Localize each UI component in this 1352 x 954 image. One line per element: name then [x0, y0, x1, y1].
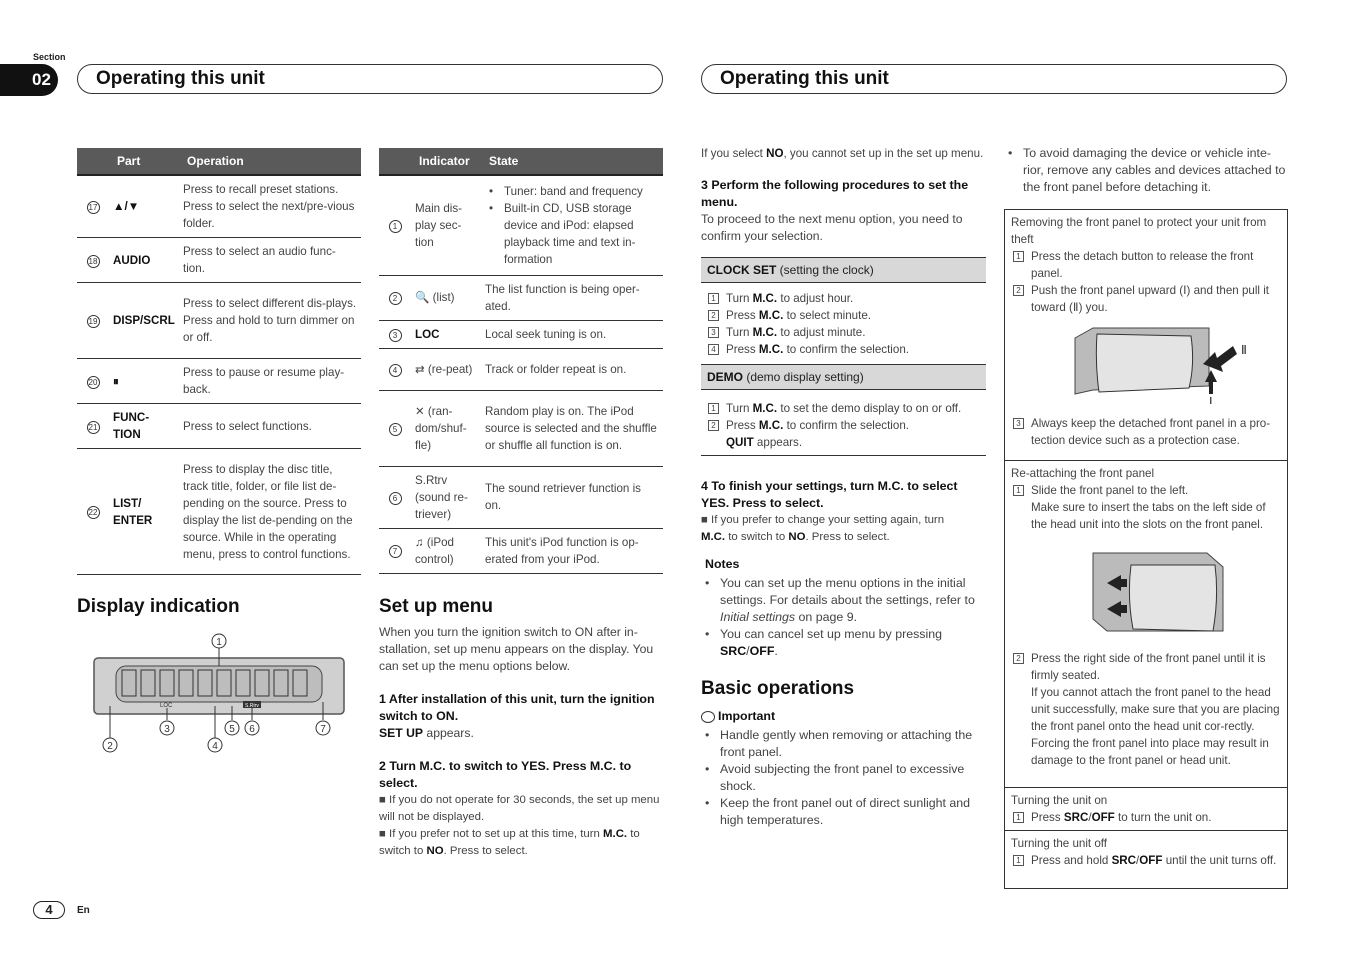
text: You can cancel set up menu by pressing: [720, 627, 943, 641]
label-I: Ⅰ: [1209, 395, 1213, 404]
table-row: [379, 528, 663, 573]
state-text: The sound retriever function is on.: [481, 466, 663, 528]
row-number: 2: [389, 292, 402, 305]
row-number: 3: [389, 329, 402, 342]
section-label: Section: [33, 52, 66, 62]
turn-on-section: Turning the unit on 1 Press SRC/OFF to turn the unit on.: [1005, 788, 1287, 831]
indicator-name: LOC: [411, 320, 481, 348]
text: to confirm the selection.: [783, 343, 910, 356]
text: to set the demo display to on or off.: [777, 402, 962, 415]
step-3-body: To proceed to the next menu option, you need to confirm your selection.: [701, 212, 963, 243]
table-row: [77, 404, 361, 449]
col-header-num: [77, 148, 109, 175]
state-text: The list function is being oper-ated.: [481, 275, 663, 320]
clock-set-bar: [701, 257, 986, 283]
no-label: NO: [426, 845, 444, 857]
operation-text: Press to pause or resume play-back.: [179, 359, 361, 404]
state-bullet: • Built-in CD, USB storage device and iPod: elapsed playback time and text in-formation: [485, 200, 659, 268]
col-header-operation: Operation: [179, 148, 361, 175]
state-bullet: • Tuner: band and frequency: [485, 183, 659, 200]
text: to adjust minute.: [777, 326, 866, 339]
setup-title: Set up menu: [379, 596, 494, 617]
text: /: [746, 644, 750, 658]
setup-step2-bullet2: If you prefer not to set up at this time, turn: [389, 828, 604, 840]
text: Turn: [726, 326, 753, 339]
clock-steps: 1 Turn M.C. to adjust hour. 2 Press M.C. to select minute. 3 Turn M.C. to adjust minute. 4 Press M.C. to confirm the selection.: [701, 283, 986, 365]
text: Press: [726, 343, 759, 356]
text: to select minute.: [783, 309, 871, 322]
callout-7: 7: [320, 724, 326, 735]
indicator-name: ✕ (ran-dom/shuf-fle): [411, 390, 481, 466]
part-name: DISP/SCRL: [109, 283, 179, 359]
row-number: 4: [389, 364, 402, 377]
text: Make sure to insert the tabs on the left side of the head unit into the slots on the front panel.: [1031, 501, 1266, 531]
reattach-illustration: [1087, 543, 1281, 642]
operation-text: Press to recall preset stations. Press to select the next/pre-vious folder.: [179, 175, 361, 238]
text: Press: [1031, 811, 1064, 824]
text: (demo display setting): [743, 370, 864, 384]
setup-step-1: 1 After installation of this unit, turn the ignition switch to ON.: [379, 692, 655, 723]
col-header-part: Part: [109, 148, 179, 175]
demo-bar: [701, 365, 986, 390]
step-3: 3 Perform the following procedures to set the menu.: [701, 178, 969, 209]
table-row: [77, 175, 361, 238]
text: Turn: [726, 402, 753, 415]
indicator-name: ⇄ (re-peat): [411, 348, 481, 390]
text: Turn: [726, 292, 753, 305]
column-3: If you select NO, you cannot set up in the set up menu. 3 Perform the following procedures to set the menu. To proceed to the next menu option, you need to confirm your selection. CLOCK SET (setting the clock) 1 Turn M.C. to adjust hour. 2 Press M.C. to select minute. 3 Turn M.C. to adjust minute. 4 Press M.C. to confirm the selection. DEMO (demo display setting) 1 Turn M.C. to set the demo display to on or off. 2 Press M.C. to confirm the selection. QUIT appears. 4 To finish your settings, turn M.C. to select YES. Press to select. ■ If you prefer to change your setting again, turn M.C. to switch to NO. Press to select. Notes • You can set up the menu options in the initial settings. For details about the settings, refer to Initial settings on page 9. • You can cancel set up menu by pressing SRC/OFF. Basic operations Important • Handle gently when removing or attaching the front panel. • Avoid subjecting the front panel to excessive shock. • Keep the front panel out of direct sunlight and high temperatures.: [701, 145, 986, 829]
right-header: Operating this unit: [701, 64, 1287, 94]
mc-label: M.C.: [752, 402, 778, 415]
text: . Press to select.: [443, 845, 528, 857]
reattach-section: Re-attaching the front panel 1 Slide the front panel to the left. Make sure to insert the tabs on the left side of the head unit into the slots on the front panel. 2 Press the right side of the front panel until it is firmly seated. If you cannot attach the front panel to the head unit successfully, make sure that you are placing the front panel onto the head unit cor-rectly. Forcing the front panel into place may result in damage to the front panel or head unit.: [1005, 461, 1287, 788]
part-name: ⏸: [109, 359, 179, 404]
display-diagram: [90, 630, 350, 756]
indicator-name: S.Rtrv (sound re-triever): [411, 466, 481, 528]
off-label: OFF: [1139, 854, 1163, 867]
basic-operations-title: Basic operations: [701, 678, 855, 699]
callout-2: 2: [107, 741, 113, 752]
front-panel-box: [1004, 209, 1288, 889]
src-label: SRC: [1063, 811, 1089, 824]
part-name: LIST/ ENTER: [109, 449, 179, 575]
text: to turn the unit on.: [1114, 811, 1212, 824]
row-number: 7: [389, 545, 402, 558]
table-row: [379, 390, 663, 466]
col-header-num: [379, 148, 411, 175]
mc-label: M.C.: [758, 309, 784, 322]
section-number: 02: [0, 64, 58, 96]
text: Slide the front panel to the left.: [1031, 484, 1189, 497]
step4-bullet: If you prefer to change your setting again, turn: [711, 514, 945, 526]
operation-text: Press to display the disc title, track title, folder, or file list de-pending on the source. Press to display the list de-pending on the source. While in the operating menu, press to control functions.: [179, 449, 361, 575]
col-header-indicator: Indicator: [411, 148, 481, 175]
state-text: Random play is on. The iPod source is selected and the shuffle or shuffle all function is on.: [481, 390, 663, 466]
text: (setting the clock): [776, 263, 874, 277]
row-number: 5: [389, 423, 402, 436]
remove-section: Removing the front panel to protect your unit from theft 1 Press the detach button to release the front panel. 2 Push the front panel upward (Ⅰ) and then pull it toward (Ⅱ) you. Ⅱ Ⅰ 3 Always keep the detached front panel in a pro-tection device such as a protection case.: [1005, 210, 1287, 461]
text: /: [1088, 811, 1092, 824]
table-row: [379, 175, 663, 275]
callout-6: 6: [249, 724, 255, 735]
text: on page 9.: [795, 610, 858, 624]
page-number: 4: [33, 901, 65, 919]
note-item: [701, 626, 986, 660]
turn-off-section: Turning the unit off 1 Press and hold SRC/OFF until the unit turns off.: [1005, 831, 1287, 873]
language-label: En: [77, 905, 90, 916]
text: If you cannot attach the front panel to the head unit successfully, make sure that you are placing the front panel onto the head unit cor-rectly. Forcing the front panel into place may result in damage to the front panel or head unit.: [1031, 686, 1280, 767]
table-row: [379, 466, 663, 528]
indicator-name: Main dis-play sec-tion: [411, 175, 481, 275]
text: . Press to select.: [805, 531, 890, 543]
mc-label: M.C.: [701, 531, 726, 543]
row-number: 6: [389, 492, 402, 505]
no-label: NO: [788, 531, 806, 543]
state-text: Track or folder repeat is on.: [481, 348, 663, 390]
notes-title: Notes: [705, 557, 740, 571]
quit-label: QUIT: [726, 436, 754, 449]
table-row: [77, 283, 361, 359]
off-label: OFF: [749, 644, 775, 658]
src-label: SRC: [720, 644, 747, 658]
left-header: Operating this unit: [77, 64, 663, 94]
callout-1: 1: [216, 637, 222, 648]
reattach-title: Re-attaching the front panel: [1011, 467, 1155, 480]
text: to confirm the selection.: [783, 419, 910, 432]
label-II: Ⅱ: [1241, 343, 1247, 357]
text: Always keep the detached front panel in a pro-tection device such as a protection case.: [1031, 417, 1271, 447]
text: If you select: [701, 147, 767, 160]
operation-text: Press to select an audio func-tion.: [179, 238, 361, 283]
setup-step1-bold: SET UP: [379, 726, 424, 740]
important-item: • Avoid subjecting the front panel to excessive shock.: [701, 761, 986, 795]
demo-label: DEMO: [707, 370, 743, 384]
text: Press the detach button to release the front panel.: [1031, 250, 1254, 280]
no-label: NO: [766, 147, 784, 160]
text: to adjust hour.: [777, 292, 854, 305]
lcd-srtrv-label: S.Rtrv: [245, 703, 259, 709]
important-item: • Handle gently when removing or attaching the front panel.: [701, 727, 986, 761]
link-initial-settings: Initial settings: [720, 610, 796, 624]
callout-5: 5: [229, 724, 235, 735]
indicator-name: ♫ (iPod control): [411, 528, 481, 573]
text: until the unit turns off.: [1162, 854, 1277, 867]
text: to switch to: [379, 828, 640, 857]
row-number: 22: [87, 506, 100, 519]
setup-section: Set up menu When you turn the ignition switch to ON after in-stallation, set up menu appears on the display. You can set up the menu options below. 1 After installation of this unit, turn the ignition switch to ON. SET UP appears. 2 Turn M.C. to switch to YES. Press M.C. to select. ■ If you do not operate for 30 seconds, the set up menu will not be displayed. ■ If you prefer not to set up at this time, turn M.C. to switch to NO. Press to select.: [379, 596, 663, 860]
text: to switch to: [725, 531, 789, 543]
state-text: Local seek tuning is on.: [481, 320, 663, 348]
setup-step-2: 2 Turn M.C. to switch to YES. Press M.C. to select.: [379, 759, 632, 790]
top-bullet: • To avoid damaging the device or vehicle inte-rior, remove any cables and devices attached to the front panel before detaching it.: [1004, 145, 1288, 196]
text: , you cannot set up in the set up menu.: [783, 147, 984, 160]
row-number: 1: [389, 220, 402, 233]
operation-text: Press to select functions.: [179, 404, 361, 449]
mc-label: M.C.: [752, 292, 778, 305]
row-number: 17: [87, 201, 100, 214]
table-row: [77, 359, 361, 404]
table-row: [77, 238, 361, 283]
remove-title: Removing the front panel to protect your unit from theft: [1011, 216, 1267, 246]
setup-intro: When you turn the ignition switch to ON after in-stallation, set up menu appears on the display. You can set up the menu options below.: [379, 625, 654, 673]
table-row: [379, 275, 663, 320]
mc-label: M.C.: [758, 419, 784, 432]
callout-4: 4: [212, 741, 218, 752]
text: Press: [726, 309, 759, 322]
text: .: [774, 644, 778, 658]
important-label: Important: [718, 709, 776, 723]
mc-label: M.C.: [603, 828, 628, 840]
col-header-state: State: [481, 148, 663, 175]
setup-step2-bullet1: If you do not operate for 30 seconds, the set up menu will not be displayed.: [379, 794, 660, 823]
text: appears.: [753, 436, 803, 449]
text: Push the front panel upward (Ⅰ) and then pull it toward (Ⅱ) you.: [1031, 284, 1270, 314]
row-number: 19: [87, 315, 100, 328]
src-label: SRC: [1111, 854, 1137, 867]
detach-illustration: [1069, 324, 1281, 407]
note-item: [701, 575, 986, 626]
text: You can set up the menu options in the initial settings. For details about the settings, refer to: [720, 576, 975, 607]
row-number: 18: [87, 255, 100, 268]
table-row: [379, 348, 663, 390]
display-indication-title: Display indication: [77, 596, 240, 617]
indicator-name: 🔍 (list): [411, 275, 481, 320]
turn-off-title: Turning the unit off: [1011, 837, 1108, 850]
state-text: This unit's iPod function is op-erated from your iPod.: [481, 528, 663, 573]
operation-text: Press to select different dis-plays. Press and hold to turn dimmer on or off.: [179, 283, 361, 359]
indicator-table: [379, 148, 663, 574]
table-row: [77, 449, 361, 575]
lcd-loc-label: LOC: [160, 703, 173, 709]
mc-label: M.C.: [752, 326, 778, 339]
part-name: ▲/▼: [109, 175, 179, 238]
part-name: FUNC-TION: [109, 404, 179, 449]
setup-step1-note: appears.: [423, 726, 474, 740]
turn-on-title: Turning the unit on: [1011, 794, 1108, 807]
parts-table: [77, 148, 361, 575]
clock-set-label: CLOCK SET: [707, 263, 777, 277]
callout-3: 3: [164, 724, 170, 735]
text: Press the right side of the front panel until it is firmly seated.: [1031, 652, 1266, 682]
step-4: 4 To finish your settings, turn M.C. to select YES. Press to select.: [701, 479, 958, 510]
off-label: OFF: [1091, 811, 1115, 824]
mc-label: M.C.: [758, 343, 784, 356]
text: Press: [726, 419, 759, 432]
part-name: AUDIO: [109, 238, 179, 283]
column-4: [1004, 145, 1288, 196]
table-row: [379, 320, 663, 348]
text: Press and hold: [1031, 854, 1112, 867]
row-number: 20: [87, 376, 100, 389]
important-icon: [701, 711, 715, 723]
important-item: • Keep the front panel out of direct sunlight and high temperatures.: [701, 795, 986, 829]
demo-steps: 1 Turn M.C. to set the demo display to on or off. 2 Press M.C. to confirm the selection. QUIT appears.: [701, 390, 986, 456]
text: /: [1136, 854, 1140, 867]
row-number: 21: [87, 421, 100, 434]
